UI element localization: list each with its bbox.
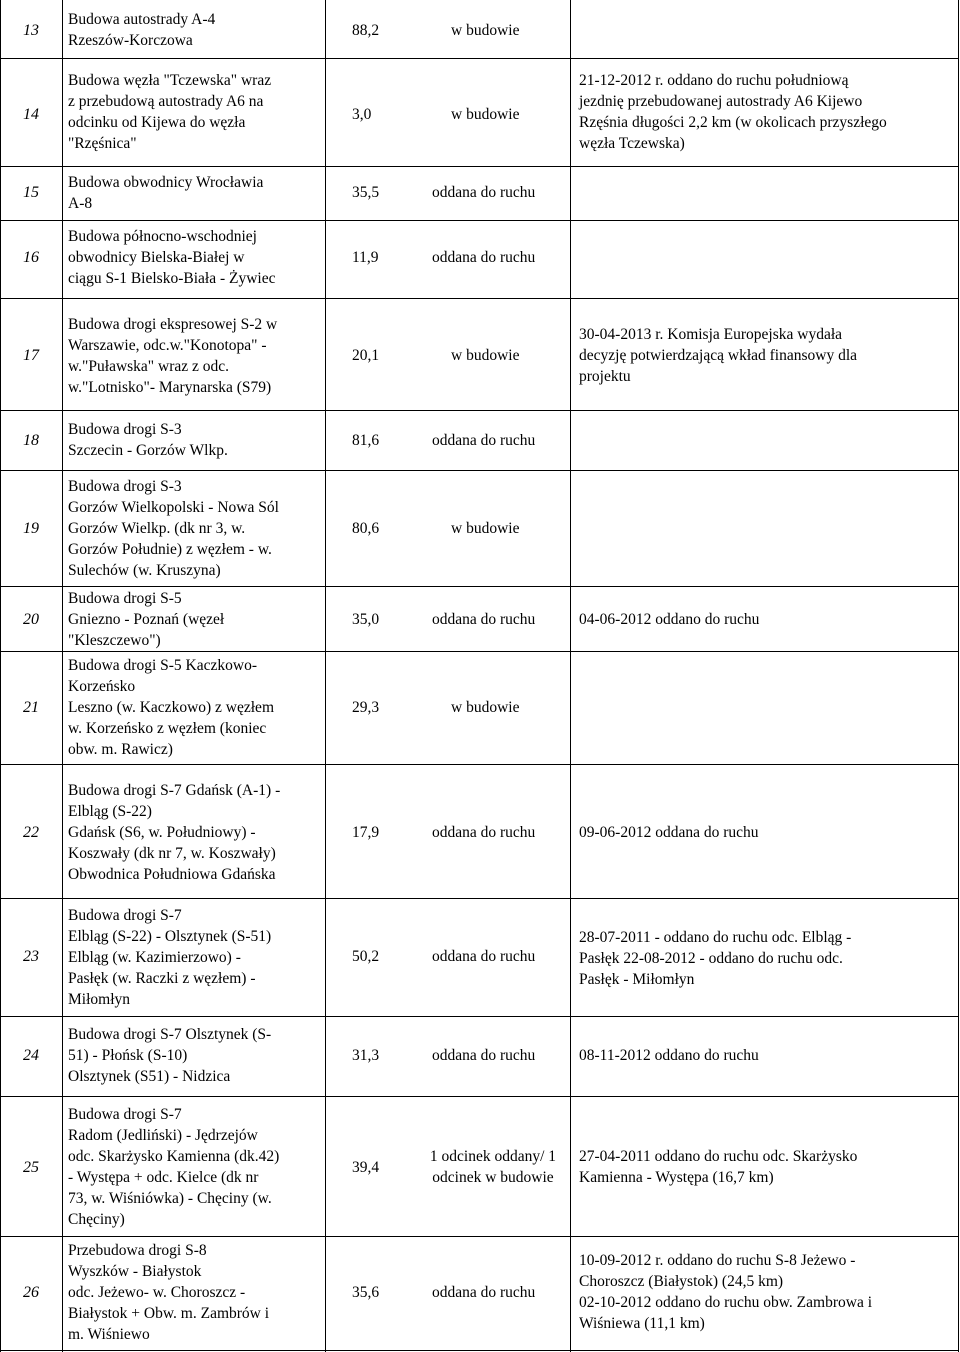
length-km: 80,6 — [352, 520, 380, 537]
row-border — [0, 220, 959, 221]
row-number: 20 — [23, 611, 39, 628]
road-name: Budowa drogi S-7 Elbląg (S-22) - Olsztynek (S-51) Elbląg (w. Kazimierzowo) - Pasłęk (w. Raczki z węzłem) - Miłomłyn — [68, 907, 272, 1008]
length-km: 29,3 — [352, 699, 380, 716]
status: w budowie — [451, 106, 520, 123]
row-number: 26 — [23, 1284, 39, 1301]
road-name: Przebudowa drogi S-8 Wyszków - Białystok odc. Jeżewo- w. Choroszcz - Białystok + Obw. m. Zambrów i m. Wiśniewo — [68, 1242, 270, 1343]
road-name: Budowa drogi S-7 Radom (Jedliński) - Jędrzejów odc. Skarżysko Kamienna (dk.42) - Występa + odc. Kielce (dk nr 73, w. Wiśniówka) - Chęciny (w. Chęciny) — [68, 1106, 280, 1228]
road-name: Budowa węzła "Tczewska" wraz z przebudową autostrady A6 na odcinku od Kijewa do węzła "Rzęśnica" — [68, 72, 272, 152]
length-km: 31,3 — [352, 1047, 380, 1064]
status: oddana do ruchu — [432, 184, 536, 201]
length-km: 35,5 — [352, 184, 380, 201]
note: 21-12-2012 r. oddano do ruchu południową jezdnię przebudowanej autostrady A6 Kijewo Rzęśnia długości 2,2 km (w okolicach przyszłego węzła Tczewska) — [579, 72, 887, 152]
row-number: 21 — [23, 699, 39, 716]
note: 09-06-2012 oddana do ruchu — [579, 824, 759, 841]
length-km: 11,9 — [352, 249, 379, 266]
row-border — [0, 1096, 959, 1097]
row-border — [0, 166, 959, 167]
status: 1 odcinek oddany/ 1 odcinek w budowie — [429, 1148, 557, 1186]
length-km: 3,0 — [352, 106, 372, 123]
row-border — [0, 586, 959, 587]
length-km: 81,6 — [352, 432, 380, 449]
status: oddana do ruchu — [432, 249, 536, 266]
status: oddana do ruchu — [432, 432, 536, 449]
road-name: Budowa drogi S-3 Szczecin - Gorzów Wlkp. — [68, 421, 228, 459]
row-number: 17 — [23, 347, 39, 364]
row-number: 16 — [23, 249, 39, 266]
note: 30-04-2013 r. Komisja Europejska wydała decyzję potwierdzającą wkład finansowy dla projektu — [579, 326, 858, 385]
col-border-num — [62, 0, 63, 1352]
length-km: 35,0 — [352, 611, 380, 628]
row-border — [0, 470, 959, 471]
note: 08-11-2012 oddano do ruchu — [579, 1047, 759, 1064]
note: 27-04-2011 oddano do ruchu odc. Skarżysko Kamienna - Występa (16,7 km) — [579, 1148, 858, 1186]
row-border — [0, 410, 959, 411]
row-border — [0, 764, 959, 765]
row-border — [0, 1350, 959, 1351]
status: oddana do ruchu — [432, 1284, 536, 1301]
row-number: 22 — [23, 824, 39, 841]
note: 28-07-2011 - oddano do ruchu odc. Elbląg - Pasłęk 22-08-2012 - oddano do ruchu odc. Pasłęk - Miłomłyn — [579, 929, 852, 988]
status: oddana do ruchu — [432, 824, 536, 841]
row-border — [0, 1236, 959, 1237]
row-number: 15 — [23, 184, 39, 201]
row-number: 23 — [23, 948, 39, 965]
length-km: 17,9 — [352, 824, 380, 841]
status: oddana do ruchu — [432, 1047, 536, 1064]
row-border — [0, 298, 959, 299]
row-number: 19 — [23, 520, 39, 537]
col-border-right — [958, 0, 959, 1352]
note: 04-06-2012 oddano do ruchu — [579, 611, 760, 628]
status: oddana do ruchu — [432, 611, 536, 628]
row-number: 18 — [23, 432, 39, 449]
road-name: Budowa obwodnicy Wrocławia A-8 — [68, 174, 264, 212]
row-number: 25 — [23, 1159, 39, 1176]
row-border — [0, 58, 959, 59]
road-name: Budowa północno-wschodniej obwodnicy Bielska-Białej w ciągu S-1 Bielsko-Biała - Żywiec — [68, 228, 276, 287]
length-km: 39,4 — [352, 1159, 380, 1176]
row-border — [0, 651, 959, 652]
road-name: Budowa drogi ekspresowej S-2 w Warszawie, odc.w."Konotopa" - w."Puławska" wraz z odc. w."Lotnisko"- Marynarska (S79) — [68, 316, 278, 396]
row-number: 24 — [23, 1047, 39, 1064]
status: w budowie — [451, 699, 520, 716]
road-name: Budowa drogi S-7 Olsztynek (S- 51) - Płońsk (S-10) Olsztynek (S51) - Nidzica — [68, 1026, 272, 1085]
status: w budowie — [451, 22, 520, 39]
note: 10-09-2012 r. oddano do ruchu S-8 Jeżewo - Choroszcz (Białystok) (24,5 km) 02-10-2012 oddano do ruchu obw. Zambrowa i Wiśniewa (11,1 km) — [579, 1252, 873, 1332]
road-name: Budowa drogi S-7 Gdańsk (A-1) - Elbląg (S-22) Gdańsk (S6, w. Południowy) - Koszwały (dk nr 7, w. Koszwały) Obwodnica Południowa Gdańska — [68, 782, 281, 883]
row-border — [0, 898, 959, 899]
row-number: 14 — [23, 106, 39, 123]
row-border — [0, 1016, 959, 1017]
length-km: 35,6 — [352, 1284, 380, 1301]
road-name: Budowa drogi S-3 Gorzów Wielkopolski - Nowa Sól Gorzów Wielkp. (dk nr 3, w. Gorzów Południe) z węzłem - w. Sulechów (w. Kruszyna) — [68, 478, 279, 579]
status: oddana do ruchu — [432, 948, 536, 965]
road-name: Budowa autostrady A-4 Rzeszów-Korczowa — [68, 11, 216, 49]
road-name: Budowa drogi S-5 Gniezno - Poznań (węzeł "Kleszczewo") — [68, 590, 225, 649]
road-name: Budowa drogi S-5 Kaczkowo- Korzeńsko Leszno (w. Kaczkowo) z węzłem w. Korzeńsko z węzłem (koniec obw. m. Rawicz) — [68, 657, 274, 758]
status: w budowie — [451, 520, 520, 537]
row-number: 13 — [23, 22, 39, 39]
col-border-name — [325, 0, 326, 1352]
status: w budowie — [451, 347, 520, 364]
length-km: 88,2 — [352, 22, 380, 39]
length-km: 50,2 — [352, 948, 380, 965]
length-km: 20,1 — [352, 347, 380, 364]
